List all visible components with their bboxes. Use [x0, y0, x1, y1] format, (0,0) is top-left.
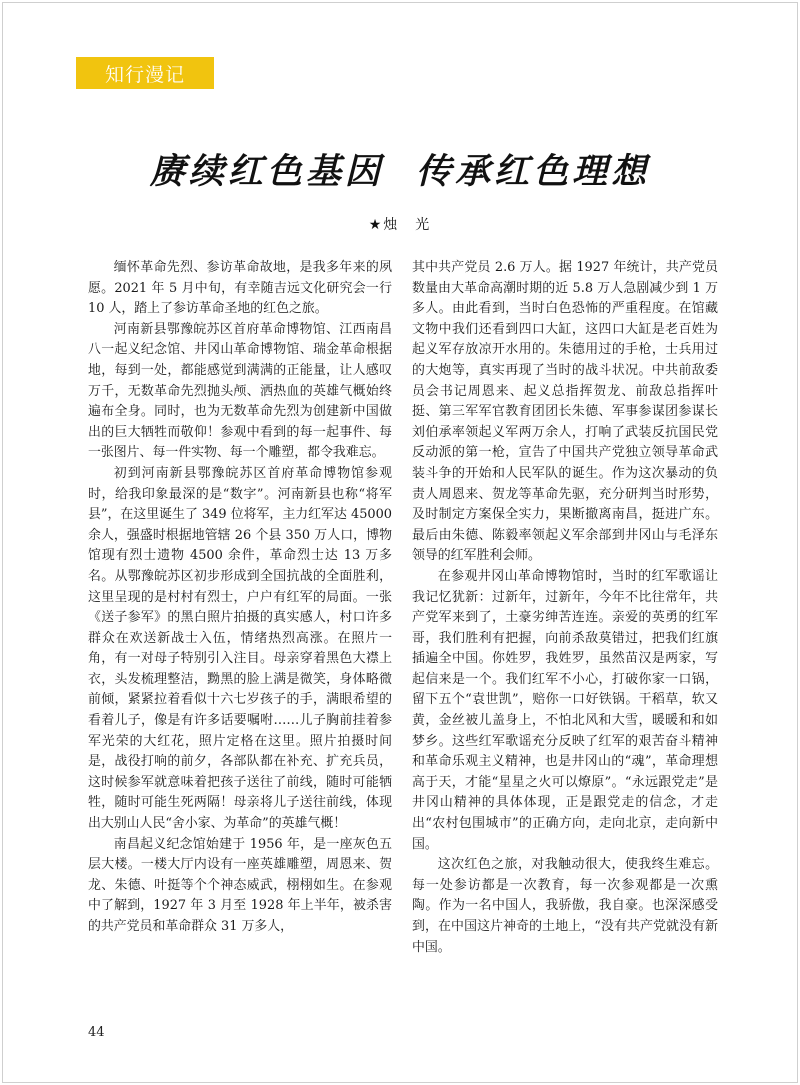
paragraph-continued: 其中共产党员 2.6 万人。据 1927 年统计，共产党员数量由大革命高潮时期的近 5.8 万人急剧减少到 1 万多人。由此看到，当时白色恐怖的严重程度。在馆藏文物中我们还看到四口大缸，这四口大缸是老百姓为起义军存放凉开水用的。朱德用过的手枪，士兵用过的大炮等，真实再现了当时的战斗状况。中共前敌委员会书记周恩来、起义总指挥贺龙、前敌总指挥叶挺、第三军军官教育团团长朱德、军事参谋团参谋长刘伯承率领起义军两万余人，打响了武装反抗国民党反动派的第一枪，宣告了中国共产党独立领导革命武装斗争的开始和人民军队的诞生。作为这次暴动的负责人周恩来、贺龙等革命先驱，充分研判当时形势，及时制定方案保全实力，果断撤离南昌，挺进广东。最后由朱德、陈毅率领起义军余部到井冈山与毛泽东领导的红军胜利会师。	[412, 260, 718, 564]
paragraph: 缅怀革命先烈、参访革命故地，是我多年来的夙愿。2021 年 5 月中旬，有幸随吉远文化研究会一行 10 人，踏上了参访革命圣地的红色之旅。	[88, 260, 392, 317]
paragraph: 河南新县鄂豫皖苏区首府革命博物馆、江西南昌八一起义纪念馆、井冈山革命博物馆、瑞金革命根据地，每到一处，都能感觉到满满的正能量，让人感叹万千，无数革命先烈抛头颅、洒热血的英雄气概始终遍布全身。同时，也为无数革命先烈为创建新中国做出的巨大牺牲而敬仰！参观中看到的每一起事件、每一张图片、每一件实物、每一个雕塑，都令我难忘。	[88, 321, 392, 461]
paragraph: 在参观井冈山革命博物馆时，当时的红军歌谣让我记忆犹新：过新年，过新年，今年不比往常年，共产党军来到了，土豪劣绅苦连连。亲爱的英勇的红军哥，我们胜利有把握，向前杀敌莫错过，把我们红旗插遍全中国。你姓罗，我姓罗，虽然苗汉是两家，写起信来是一个。我们红军不小心，打破你家一口锅，留下五个“袁世凯”，赔你一口好铁锅。干稻草，软又黄，金丝被儿盖身上，不怕北风和大雪，暖暖和和如梦乡。这些红军歌谣充分反映了红军的艰苦奋斗精神和革命乐观主义精神，也是井冈山的“魂”，革命理想高于天，才能“星星之火可以燎原”。“永远跟党走”是井冈山精神的具体体现，正是跟党走的信念，才走出“农村包围城市”的正确方向，走向北京，走向新中国。	[412, 568, 718, 852]
section-tag: 知行漫记	[76, 57, 214, 89]
paragraph: 这次红色之旅，对我触动很大，使我终生难忘。每一处参访都是一次教育，每一次参观都是一次熏陶。作为一名中国人，我骄傲，我自豪。也深深感受到，在中国这片神奇的土地上，“没有共产党就没有新中国。	[412, 857, 718, 955]
paragraph: 初到河南新县鄂豫皖苏区首府革命博物馆参观时，给我印象最深的是“数字”。河南新县也称“将军县”，在这里诞生了 349 位将军，主力红军达 45000 余人，强盛时根据地管辖 26 个县 350 万人口，博物馆现有烈士遗物 4500 余件，革命烈士达 13 万多名。从鄂豫皖苏区初步形成到全国抗战的全面胜利，这里呈现的是村村有烈士，户户有红军的局面。一张《送子参军》的黑白照片拍摄的真实感人，村口许多群众在欢送新战士入伍，情绪热烈高涨。在照片一角，有一对母子特别引入注目。母亲穿着黑色大襟上衣，头发梳理整洁，黝黑的脸上满是微笑，身体略微前倾，紧紧拉着看似十六七岁孩子的手，满眼希望的看着儿子，像是有许多话要嘱咐……儿子胸前挂着参军光荣的大红花，照片定格在这里。照片拍摄时间是，战役打响的前夕，各部队都在补充、扩充兵员，这时候参军就意味着把孩子送往了前线，随时可能牺牲，随时可能生死两隔！母亲将儿子送往前线，体现出大别山人民“舍小家、为革命”的英雄气概！	[88, 465, 392, 832]
article-byline: ★烛 光	[368, 217, 432, 233]
left-column	[88, 258, 392, 1034]
article-title: 赓续红色基因 传承红色理想	[149, 151, 651, 192]
right-column	[412, 258, 718, 1034]
paragraph: 南昌起义纪念馆始建于 1956 年，是一座灰色五层大楼。一楼大厅内设有一座英雄雕塑，周恩来、贺龙、朱德、叶挺等个个神态威武，栩栩如生。在参观中了解到，1927 年 3 月至 1928 年上半年，被杀害的共产党员和革命群众 31 万多人，	[88, 836, 392, 934]
page-number: 44	[88, 1025, 105, 1040]
